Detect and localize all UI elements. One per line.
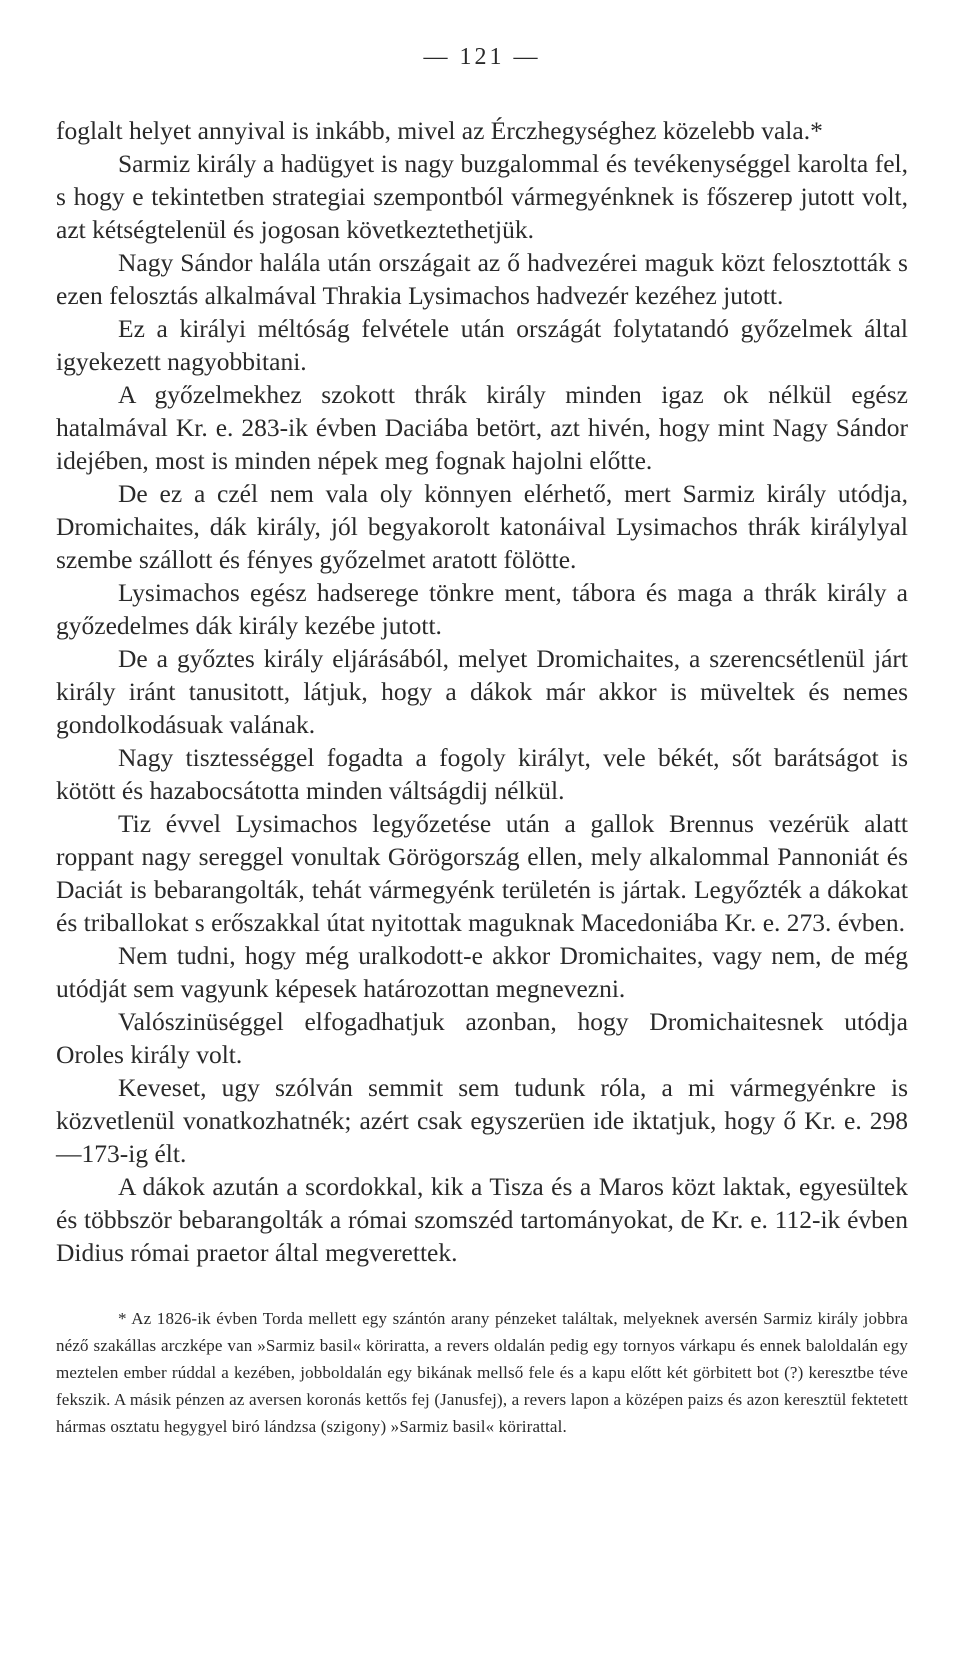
paragraph: Lysimachos egész hadserege tönkre ment, tábora és maga a thrák király a győzedelmes dák király kezébe jutott.	[56, 578, 908, 640]
paragraph: Ez a királyi méltóság felvétele után országát folytatandó győzelmek által igyekezett nagyobbitani.	[56, 314, 908, 376]
paragraph: Nem tudni, hogy még uralkodott-e akkor Dromichaites, vagy nem, de még utódját sem vagyunk képesek határozottan megnevezni.	[56, 941, 908, 1003]
paragraph: A dákok azután a scordokkal, kik a Tisza és a Maros közt laktak, egyesültek és többször bebarangolták a római szomszéd tartományokat, de Kr. e. 112-ik évben Didius római praetor által megverettek.	[56, 1172, 908, 1267]
paragraph: Valószinüséggel elfogadhatjuk azonban, hogy Dromichaitesnek utódja Oroles király volt.	[56, 1007, 908, 1069]
document-page	[56, 40, 908, 1440]
page-number: — 121 —	[423, 44, 541, 70]
body-text	[56, 114, 908, 1269]
paragraph: Tiz évvel Lysimachos legyőzetése után a gallok Brennus vezérük alatt roppant nagy sereggel vonultak Görögország ellen, mely alkalommal Pannoniát és Daciát is bebarangolták, tehát vármegyénk területén is jártak. Legyőzték a dákokat és triballokat s erőszakkal útat nyitottak maguknak Macedoniába Kr. e. 273. évben.	[56, 809, 908, 937]
paragraph: De a győztes király eljárásából, melyet Dromichaites, a szerencsétlenül járt király iránt tanusitott, látjuk, hogy a dákok már akkor is müveltek és nemes gondolkodásuak valának.	[56, 644, 908, 739]
paragraph: Keveset, ugy szólván semmit sem tudunk róla, a mi vármegyénkre is közvetlenül vonatkozhatnék; azért csak egyszerüen ide iktatjuk, hogy ő Kr. e. 298—173-ig élt.	[56, 1073, 908, 1168]
paragraph: foglalt helyet annyival is inkább, mivel az Érczhegységhez közelebb vala.*	[56, 116, 823, 145]
paragraph: Nagy Sándor halála után országait az ő hadvezérei maguk közt felosztották s ezen felosztás alkalmával Thrakia Lysimachos hadvezér kezéhez jutott.	[56, 248, 908, 310]
paragraph: A győzelmekhez szokott thrák király minden igaz ok nélkül egész hatalmával Kr. e. 283-ik évben Daciába betört, azt hivén, hogy mint Nagy Sándor idejében, most is minden népek meg fognak hajolni előtte.	[56, 380, 908, 475]
paragraph: Sarmiz király a hadügyet is nagy buzgalommal és tevékenységgel karolta fel, s hogy e tekintetben strategiai szempontból vármegyénknek is főszerep jutott volt, azt kétségtelenül és jogosan következtethetjük.	[56, 149, 908, 244]
paragraph: De ez a czél nem vala oly könnyen elérhető, mert Sarmiz király utódja, Dromichaites, dák király, jól begyakorolt katonáival Lysimachos thrák királylyal szembe szállott és fényes győzelmet aratott fölötte.	[56, 479, 908, 574]
paragraph: Nagy tisztességgel fogadta a fogoly királyt, vele békét, sőt barátságot is kötött és hazabocsátotta minden váltságdij nélkül.	[56, 743, 908, 805]
footnote: * Az 1826-ik évben Torda mellett egy szántón arany pénzeket találtak, melyeknek aversén Sarmiz király jobbra néző szakállas arczképe van »Sarmiz basil« köriratta, a revers oldalán pedig egy tornyos várkapu és ennek baloldalán egy meztelen ember rúddal a kezében, jobboldalán egy bikának mellső fele és a kapu előtt két görbitett bot (?) keresztbe téve fekszik. A másik pénzen az aversen koronás kettős fej (Janusfej), a revers lapon a középen paizs és azon keresztül fektetett hármas osztatu hegygyel biró lándzsa (szigony) »Sarmiz basil« körirattal.	[56, 1309, 908, 1436]
